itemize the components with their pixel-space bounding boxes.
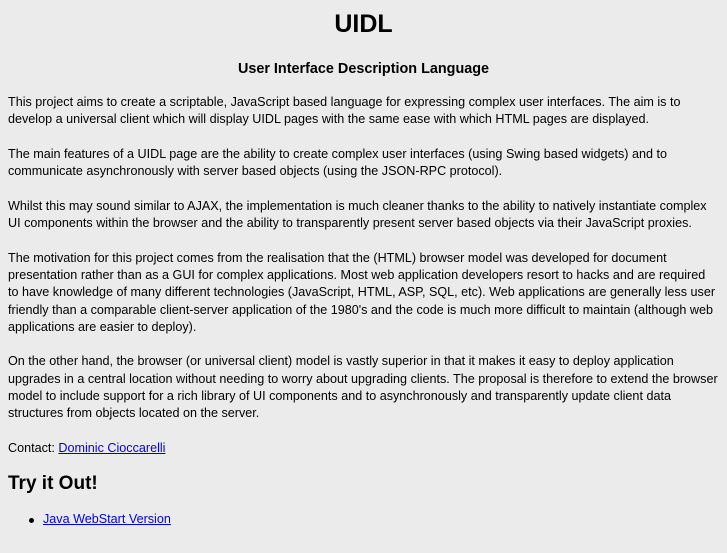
contact-label: Contact: — [8, 440, 59, 455]
proposal-paragraph: On the other hand, the browser (or universal client) model is vastly superior in that it makes it easy to deploy application upgrades in a central location without needing to worry about upgrading clients. The proposal is therefore to extend the browser model to include support for a rich library of UI components and to asynchronously and transparently update client data structures from objects located on the server. — [8, 354, 718, 421]
try-it-out-heading: Try it Out! — [8, 473, 98, 495]
try-links-list — [8, 511, 719, 528]
java-webstart-link[interactable]: Java WebStart Version — [43, 512, 171, 527]
bullet-icon — [29, 518, 34, 523]
features-paragraph: The main features of a UIDL page are the ability to create complex user interfaces (using Swing based widgets) and to communicate asynchronously with server based objects (using the JSON-RPC protocol). — [8, 146, 667, 179]
contact-line — [8, 440, 719, 457]
ajax-comparison-paragraph: Whilst this may sound similar to AJAX, the implementation is much cleaner thanks to the ability to natively instantiate complex UI components within the browser and the ability to transparently present server based objects via their JavaScript proxies. — [8, 198, 707, 231]
intro-paragraph: This project aims to create a scriptable, JavaScript based language for expressing complex user interfaces. The aim is to develop a universal client which will display UIDL pages with the same ease with which HTML pages are displayed. — [8, 95, 681, 127]
page-title: UIDL — [334, 10, 393, 38]
list-item — [43, 511, 719, 528]
page-content — [0, 8, 727, 529]
motivation-paragraph: The motivation for this project comes from the realisation that the (HTML) browser model was developed for document presentation rather than as a GUI for complex applications. Most web application developers resort to hacks and are required to have knowledge of many different technologies (JavaScript, HTML, ASP, SQL, etc). Web applications are generally less user friendly than a comparable client-server application of the 1980's and the code is much more difficult to maintain (although web applications are easier to deploy). — [8, 250, 716, 334]
page-subtitle: User Interface Description Language — [237, 61, 490, 77]
contact-link[interactable]: Dominic Cioccarelli — [58, 440, 166, 455]
